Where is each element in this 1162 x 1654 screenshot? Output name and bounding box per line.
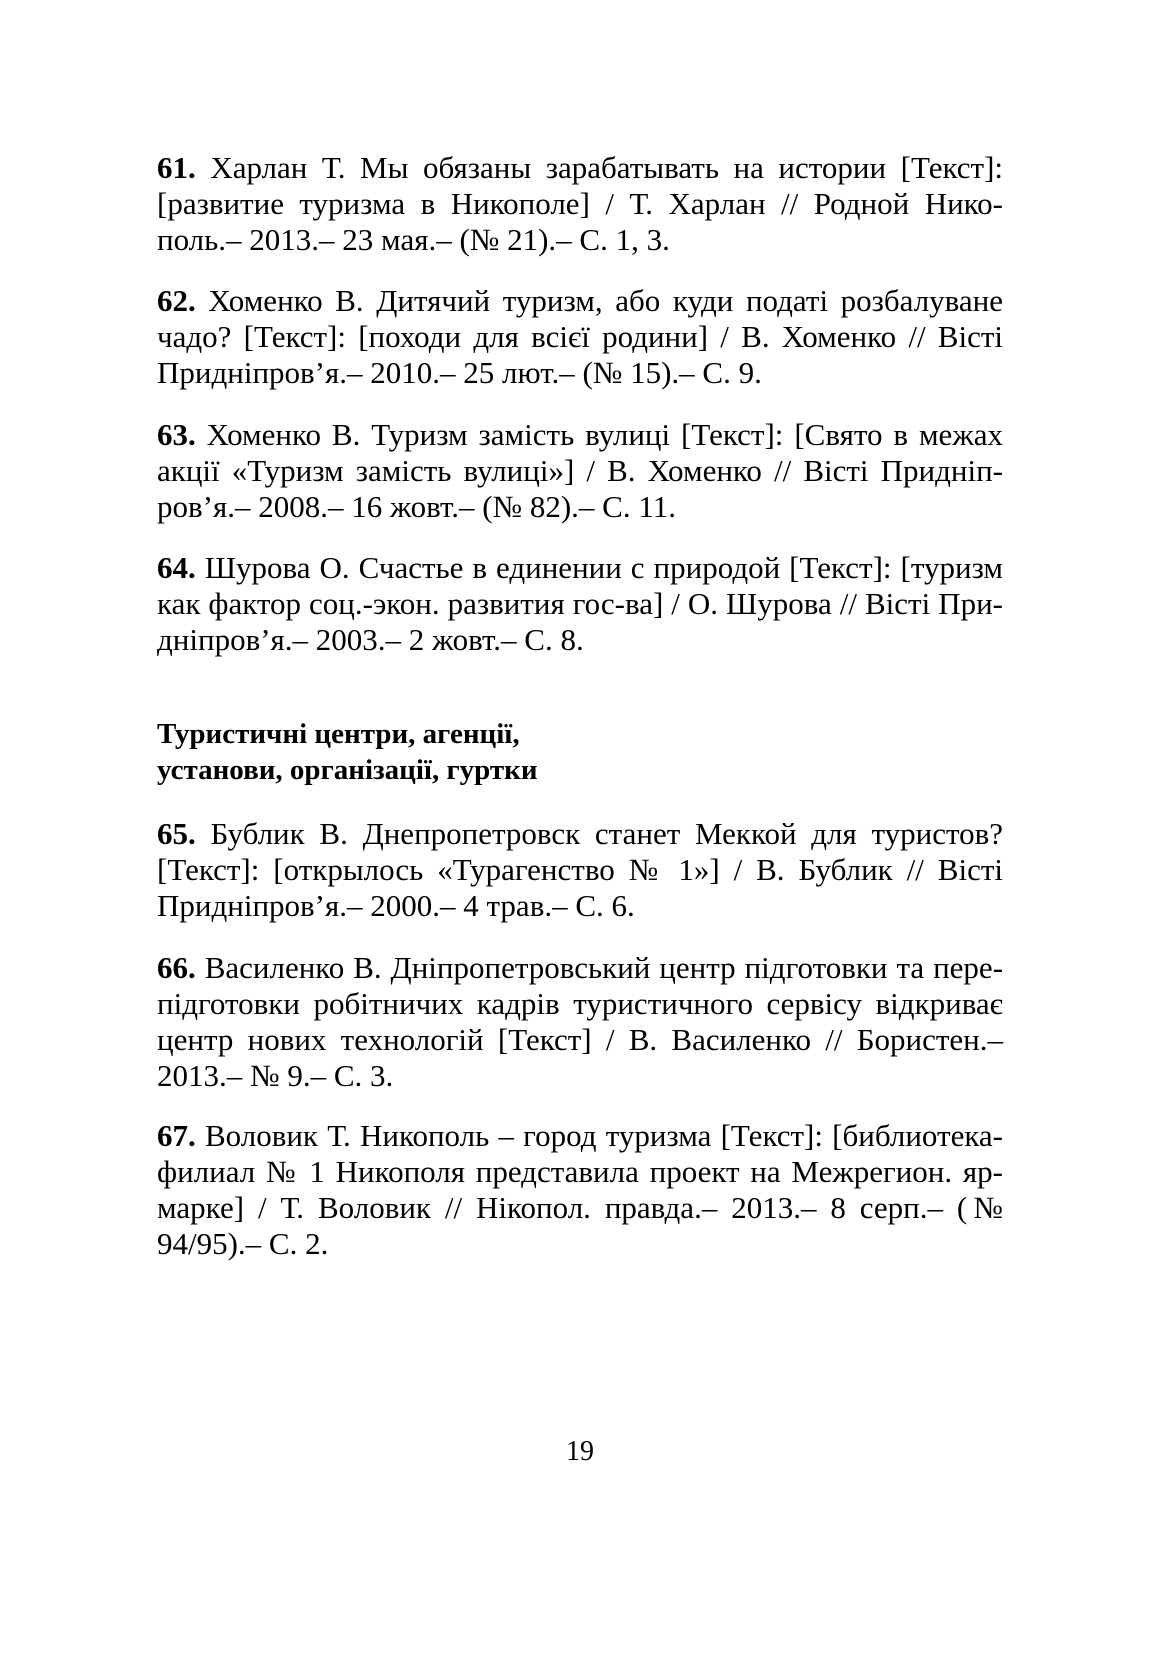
entry-number: 64.	[157, 550, 196, 585]
entry-number: 66.	[157, 950, 196, 985]
entry-text: Хоменко В. Дитячий туризм, або куди податі розбалуване чадо? [Текст]: [походи для всієї родини] / В. Хоменко // Вісті Придніпров’я.– 2010.– 25 лют.– (№ 15).– С. 9.	[157, 283, 1003, 390]
section-heading	[157, 716, 1003, 788]
entry-text: Василенко В. Дніпропетровський центр підготовки та перепідготовки робітничих кадрів туристичного сервісу відкриває центр нових технологій [Текст] / В. Василенко // Бористен.– 2013.– № 9.– С. 3.	[157, 950, 1004, 1093]
entry-number: 62.	[157, 283, 196, 318]
entry-number: 67.	[157, 1118, 196, 1153]
bibliography-entry-61	[157, 150, 1003, 258]
bibliography-entry-63	[157, 417, 1003, 525]
entry-text: Хоменко В. Туризм замість вулиці [Текст]: [Свято в межах акції «Туризм замість вулиці»] / В. Хоменко // Вісті Придніпров’я.– 2008.– 16 жовт.– (№ 82).– С. 11.	[157, 417, 1003, 524]
bibliography-entry-62	[157, 283, 1003, 391]
bibliography-entry-64	[157, 550, 1003, 658]
entry-text: Харлан Т. Мы обязаны зарабатывать на истории [Текст]: [развитие туризма в Никополе] / Т. Харлан // Родной Никополь.– 2013.– 23 мая.– (№ 21).– С. 1, 3.	[157, 150, 1004, 257]
document-page	[157, 0, 1003, 1654]
bibliography-entry-66	[157, 950, 1003, 1094]
entry-text: Шурова О. Счастье в единении с природой [Текст]: [туризм как фактор соц.-экон. развития гос-ва] / О. Шурова // Вісті Придніпров’я.– 2003.– 2 жовт.– С. 8.	[157, 550, 1003, 657]
entry-text: Бублик В. Днепропетровск станет Меккой для туристов? [Текст]: [открылось «Турагенство № 1»] / В. Бублик // Вісті Придніпров’я.– 2000.– 4 трав.– С. 6.	[157, 816, 1003, 923]
section-heading-line-2: установи, організації, гуртки	[157, 754, 538, 786]
section-heading-line-1: Туристичні центри, агенції,	[157, 718, 520, 750]
page-number: 19	[566, 1436, 594, 1467]
entry-number: 63.	[157, 417, 196, 452]
bibliography-entry-65	[157, 816, 1003, 924]
bibliography-entry-67	[157, 1118, 1003, 1262]
entry-text: Воловик Т. Никополь – город туризма [Текст]: [библиотека-филиал № 1 Никополя представила проект на Межрегион. ярмарке] / Т. Воловик // Нікопол. правда.– 2013.– 8 серп.– (№ 94/95).– С. 2.	[157, 1118, 1004, 1261]
entry-number: 61.	[157, 150, 196, 185]
entry-number: 65.	[157, 816, 196, 851]
